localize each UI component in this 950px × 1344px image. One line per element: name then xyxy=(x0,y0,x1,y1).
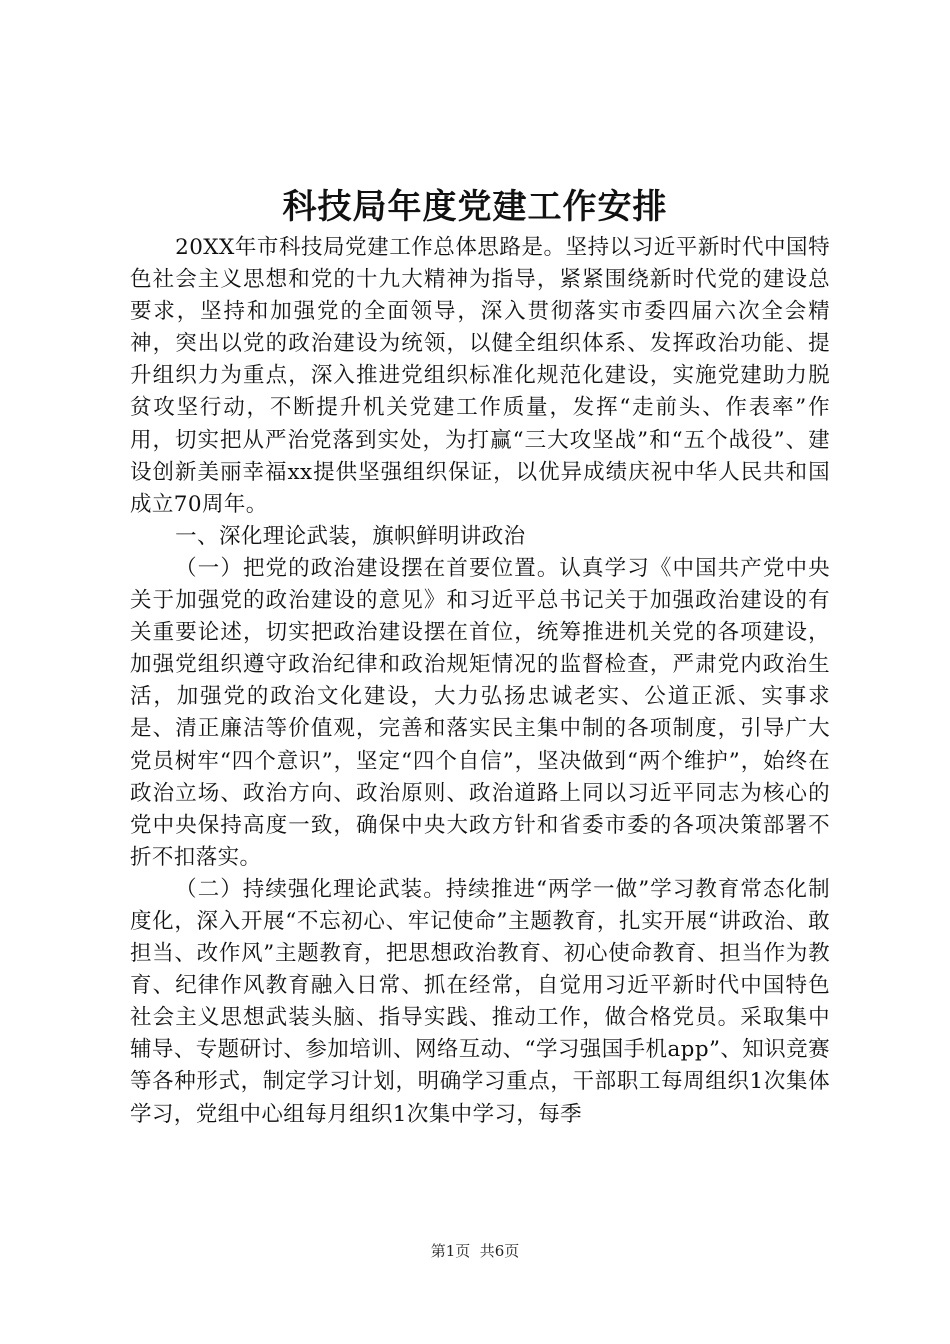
page-number: 第1页 共6页 xyxy=(430,1242,520,1260)
document-title: 科技局年度党建工作安排 xyxy=(282,187,668,227)
paragraph-overview: 20XX年市科技局党建工作总体思路是。坚持以习近平新时代中国特色社会主义思想和党的十九大精神为指导，紧紧围绕新时代党的建设总要求，坚持和加强党的全面领导，深入贯彻落实市委四届六次全会精神，突出以党的政治建设为统领，以健全组织体系、发挥政治功能、提升组织力为重点，深入推进党组织标准化规范化建设，实施党建助力脱贫攻坚行动，不断提升机关党建工作质量，发挥“走前头、作表率”作用，切实把从严治党落到实处，为打赢“三大攻坚战”和“五个战役”、建设创新美丽幸福xx提供坚强组织保证，以优异成绩庆祝中华人民共和国成立70周年。 xyxy=(130,235,830,517)
document-body xyxy=(130,232,830,1131)
page-footer xyxy=(0,1239,950,1263)
paragraph-political-building: （一）把党的政治建设摆在首要位置。认真学习《中国共产党中央关于加强党的政治建设的意见》和习近平总书记关于加强政治建设的有关重要论述，切实把政治建设摆在首位，统筹推进机关党的各项建设，加强党组织遵守政治纪律和政治规矩情况的监督检查，严肃党内政治生活，加强党的政治文化建设，大力弘扬忠诚老实、公道正派、实事求是、清正廉洁等价值观，完善和落实民主集中制的各项制度，引导广大党员树牢“四个意识”，坚定“四个自信”，坚决做到“两个维护”，始终在政治立场、政治方向、政治原则、政治道路上同以习近平同志为核心的党中央保持高度一致，确保中央大政方针和省委市委的各项决策部署不折不扣落实。 xyxy=(130,555,830,870)
paragraph-theory-study: （二）持续强化理论武装。持续推进“两学一做”学习教育常态化制度化，深入开展“不忘初心、牢记使命”主题教育，扎实开展“讲政治、敢担当、改作风”主题教育，把思想政治教育、初心使命教育、担当作为教育、纪律作风教育融入日常、抓在经常，自觉用习近平新时代中国特色社会主义思想武装头脑、指导实践、推动工作，做合格党员。采取集中辅导、专题研讨、参加培训、网络互动、“学习强国手机app”、知识竞赛等各种形式，制定学习计划，明确学习重点，干部职工每周组织1次集体学习，党组中心组每月组织1次集中学习，每季 xyxy=(130,876,830,1127)
section-heading-1: 一、深化理论武装，旗帜鲜明讲政治 xyxy=(175,523,526,549)
